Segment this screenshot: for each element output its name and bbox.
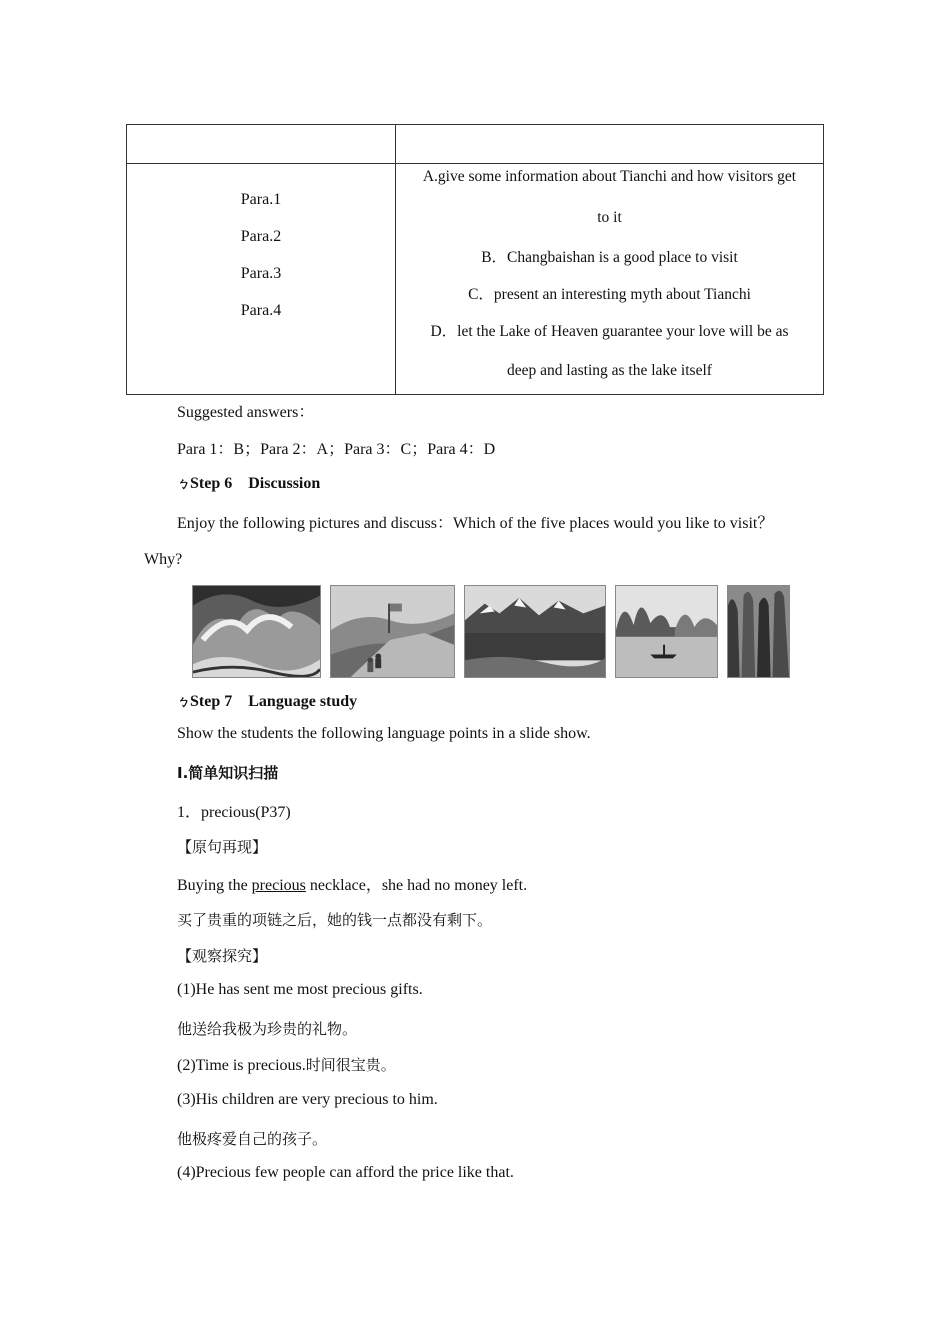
table-body-row bbox=[127, 164, 824, 395]
example-4: (4)Precious few people can afford the price like that. bbox=[177, 1164, 514, 1181]
original-sentence-translation: 买了贵重的项链之后，她的钱一点都没有剩下。 bbox=[177, 911, 493, 929]
example-2 bbox=[177, 1054, 396, 1075]
example-2-translation: 时间很宝贵。 bbox=[305, 1056, 396, 1074]
table-header-right bbox=[396, 125, 824, 164]
option-c: C．present an interesting myth about Tianchi bbox=[468, 286, 751, 303]
step6-why: Why? bbox=[144, 551, 183, 568]
paragraph-list bbox=[127, 164, 396, 395]
table-header-left bbox=[127, 125, 396, 164]
example-3: (3)His children are very precious to him. bbox=[177, 1091, 438, 1108]
step6-prompt: Enjoy the following pictures and discuss：Which of the five places would you like to visit？ bbox=[177, 515, 774, 532]
step6-title: Step 6 Discussion bbox=[190, 475, 321, 492]
step7-mark: ㄅ bbox=[177, 694, 191, 709]
original-sentence bbox=[177, 872, 527, 895]
observe-label: 【观察探究】 bbox=[177, 947, 268, 965]
step7-heading bbox=[177, 688, 357, 711]
step7-title: Step 7 Language study bbox=[190, 693, 358, 710]
ocean-waves-photo bbox=[192, 585, 321, 678]
option-a-line2: to it bbox=[597, 209, 622, 226]
para-3-label: Para.3 bbox=[240, 265, 282, 282]
step6-heading bbox=[177, 470, 320, 493]
option-b: B．Changbaishan is a good place to visit bbox=[481, 249, 738, 266]
stone-forest-photo bbox=[727, 585, 790, 678]
great-wall-photo bbox=[330, 585, 455, 678]
sentence-after: necklace，she had no money left. bbox=[305, 877, 528, 894]
item-precious: 1．precious(P37) bbox=[177, 804, 291, 821]
para-1-label: Para.1 bbox=[240, 191, 282, 208]
option-d-line2: deep and lasting as the lake itself bbox=[507, 362, 712, 379]
para-4-label: Para.4 bbox=[240, 302, 282, 319]
section-heading: Ⅰ.简单知识扫描 bbox=[177, 764, 279, 782]
table-header-row bbox=[127, 125, 824, 164]
original-sentence-label: 【原句再现】 bbox=[177, 838, 268, 856]
option-a-line1: A.give some information about Tianchi and how visitors get bbox=[422, 168, 797, 185]
matching-table bbox=[126, 124, 824, 395]
option-list bbox=[396, 164, 824, 395]
example-1-translation: 他送给我极为珍贵的礼物。 bbox=[177, 1020, 358, 1038]
step7-intro: Show the students the following language points in a slide show. bbox=[177, 725, 591, 742]
sentence-keyword: precious bbox=[251, 877, 306, 894]
example-3-translation: 他极疼爱自己的孩子。 bbox=[177, 1130, 328, 1148]
answers-label: Suggested answers： bbox=[177, 404, 315, 421]
option-d-line1: D．let the Lake of Heaven guarantee your love will be as bbox=[430, 323, 789, 340]
guilin-river-photo bbox=[615, 585, 718, 678]
sentence-before: Buying the bbox=[177, 877, 252, 894]
example-1: (1)He has sent me most precious gifts. bbox=[177, 981, 423, 998]
para-2-label: Para.2 bbox=[240, 228, 282, 245]
step6-mark: ㄅ bbox=[177, 476, 191, 491]
answers-text: Para 1：B；Para 2：A；Para 3：C；Para 4：D bbox=[177, 441, 496, 458]
tianchi-lake-photo bbox=[464, 585, 606, 678]
example-2-en: (2)Time is precious. bbox=[177, 1057, 306, 1074]
